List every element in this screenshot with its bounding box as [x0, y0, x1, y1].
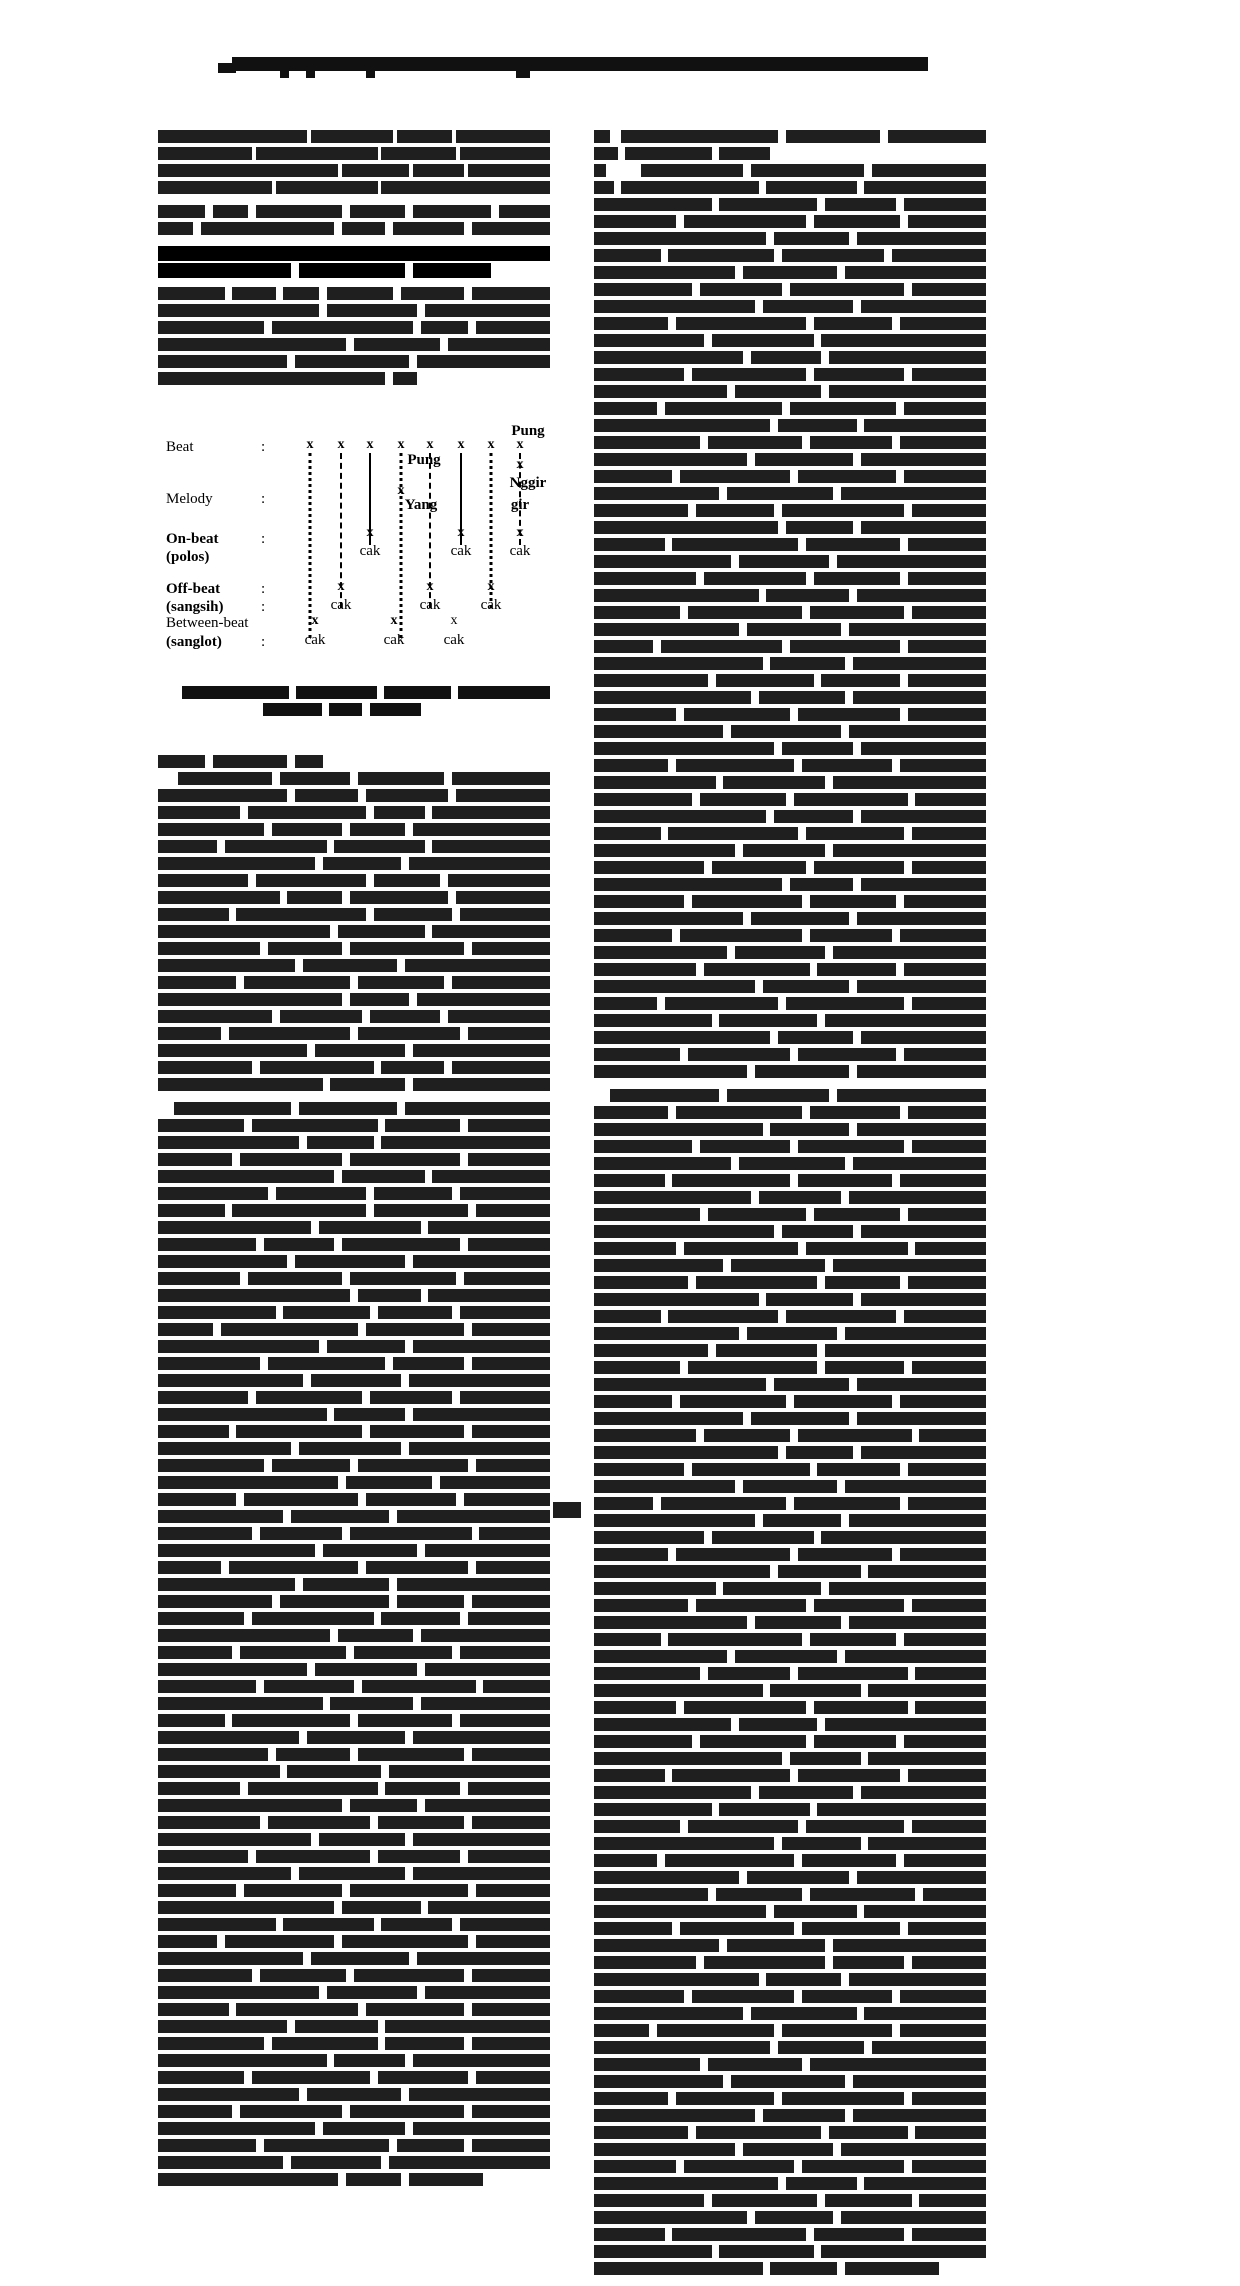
gong-label-pung: Pung — [407, 452, 441, 468]
paragraph — [594, 130, 986, 1080]
onbeat-syllable: cak — [450, 543, 472, 559]
figure-row-label-betweenbeat: Between-beat — [166, 615, 249, 631]
figure-row-label-melody: Melody — [166, 491, 213, 507]
figure-row-colon-sangsih: : — [261, 599, 266, 615]
paragraph — [158, 755, 550, 1093]
beat-mark: x — [366, 437, 374, 452]
gong-label-yang: Yang — [404, 497, 438, 513]
figure-row-colon-beat: : — [261, 439, 266, 455]
figure-caption — [182, 686, 550, 720]
figure-row-colon-sanglot: : — [261, 634, 266, 650]
offbeat-syllable: cak — [419, 597, 441, 613]
paragraph — [594, 1089, 986, 2277]
betweenbeat-mark: x — [311, 613, 319, 628]
figure-row-colon-offbeat: : — [261, 581, 266, 597]
running-head — [218, 55, 928, 77]
betweenbeat-mark: x — [450, 613, 458, 628]
beat-line-4 — [397, 453, 405, 638]
beat-mark: x — [306, 437, 314, 452]
beat-mark: x — [457, 437, 465, 452]
betweenbeat-syllable: cak — [304, 632, 326, 648]
onbeat-mark: x — [457, 525, 465, 540]
kotekan-notation-figure — [158, 425, 550, 665]
betweenbeat-mark: x — [390, 613, 398, 628]
beat-mark: x — [426, 437, 434, 452]
beat-mark: x — [397, 437, 405, 452]
figure-row-label-offbeat: Off-beat — [166, 581, 221, 597]
figure-row-colon-onbeat: : — [261, 531, 266, 547]
betweenbeat-syllable: cak — [383, 632, 405, 648]
beat-mark: x — [337, 437, 345, 452]
figure-row-colon-melody: : — [261, 491, 266, 507]
figure-row-sublabel-sangsih: (sangsih) — [166, 599, 224, 615]
gong-label-gir: gir — [510, 497, 530, 513]
onbeat-syllable: cak — [509, 543, 531, 559]
onbeat-mark: x — [366, 525, 374, 540]
paragraph — [158, 287, 550, 387]
inline-heading — [158, 246, 550, 278]
beat-mark: x — [487, 437, 495, 452]
column-left-lower — [158, 755, 550, 2197]
betweenbeat-syllable: cak — [443, 632, 465, 648]
figure-row-sublabel-polos: (polos) — [166, 549, 210, 565]
melody-mark: x — [397, 483, 405, 498]
column-left — [158, 130, 550, 396]
gong-label-pung-2: Pung — [511, 423, 545, 439]
beat-line-1 — [309, 453, 312, 638]
figure-row-label-onbeat: On-beat — [166, 531, 219, 547]
offbeat-mark: x — [426, 579, 434, 594]
offbeat-mark: x — [337, 579, 345, 594]
onbeat-syllable: cak — [359, 543, 381, 559]
offbeat-mark: x — [487, 579, 495, 594]
gong-label-nggir: Nggir — [509, 475, 547, 491]
figure-row-sublabel-sanglot: (sanglot) — [166, 634, 222, 650]
paragraph — [158, 1102, 550, 2188]
paragraph — [158, 130, 550, 196]
column-right — [594, 130, 986, 2286]
page-number — [553, 1502, 581, 1518]
onbeat-mark: x — [516, 525, 524, 540]
figure-row-label-beat: Beat — [166, 439, 194, 455]
melody-mark: x — [516, 457, 524, 472]
beat-mark: x — [516, 437, 524, 452]
paragraph — [158, 205, 550, 237]
offbeat-syllable: cak — [480, 597, 502, 613]
offbeat-syllable: cak — [330, 597, 352, 613]
